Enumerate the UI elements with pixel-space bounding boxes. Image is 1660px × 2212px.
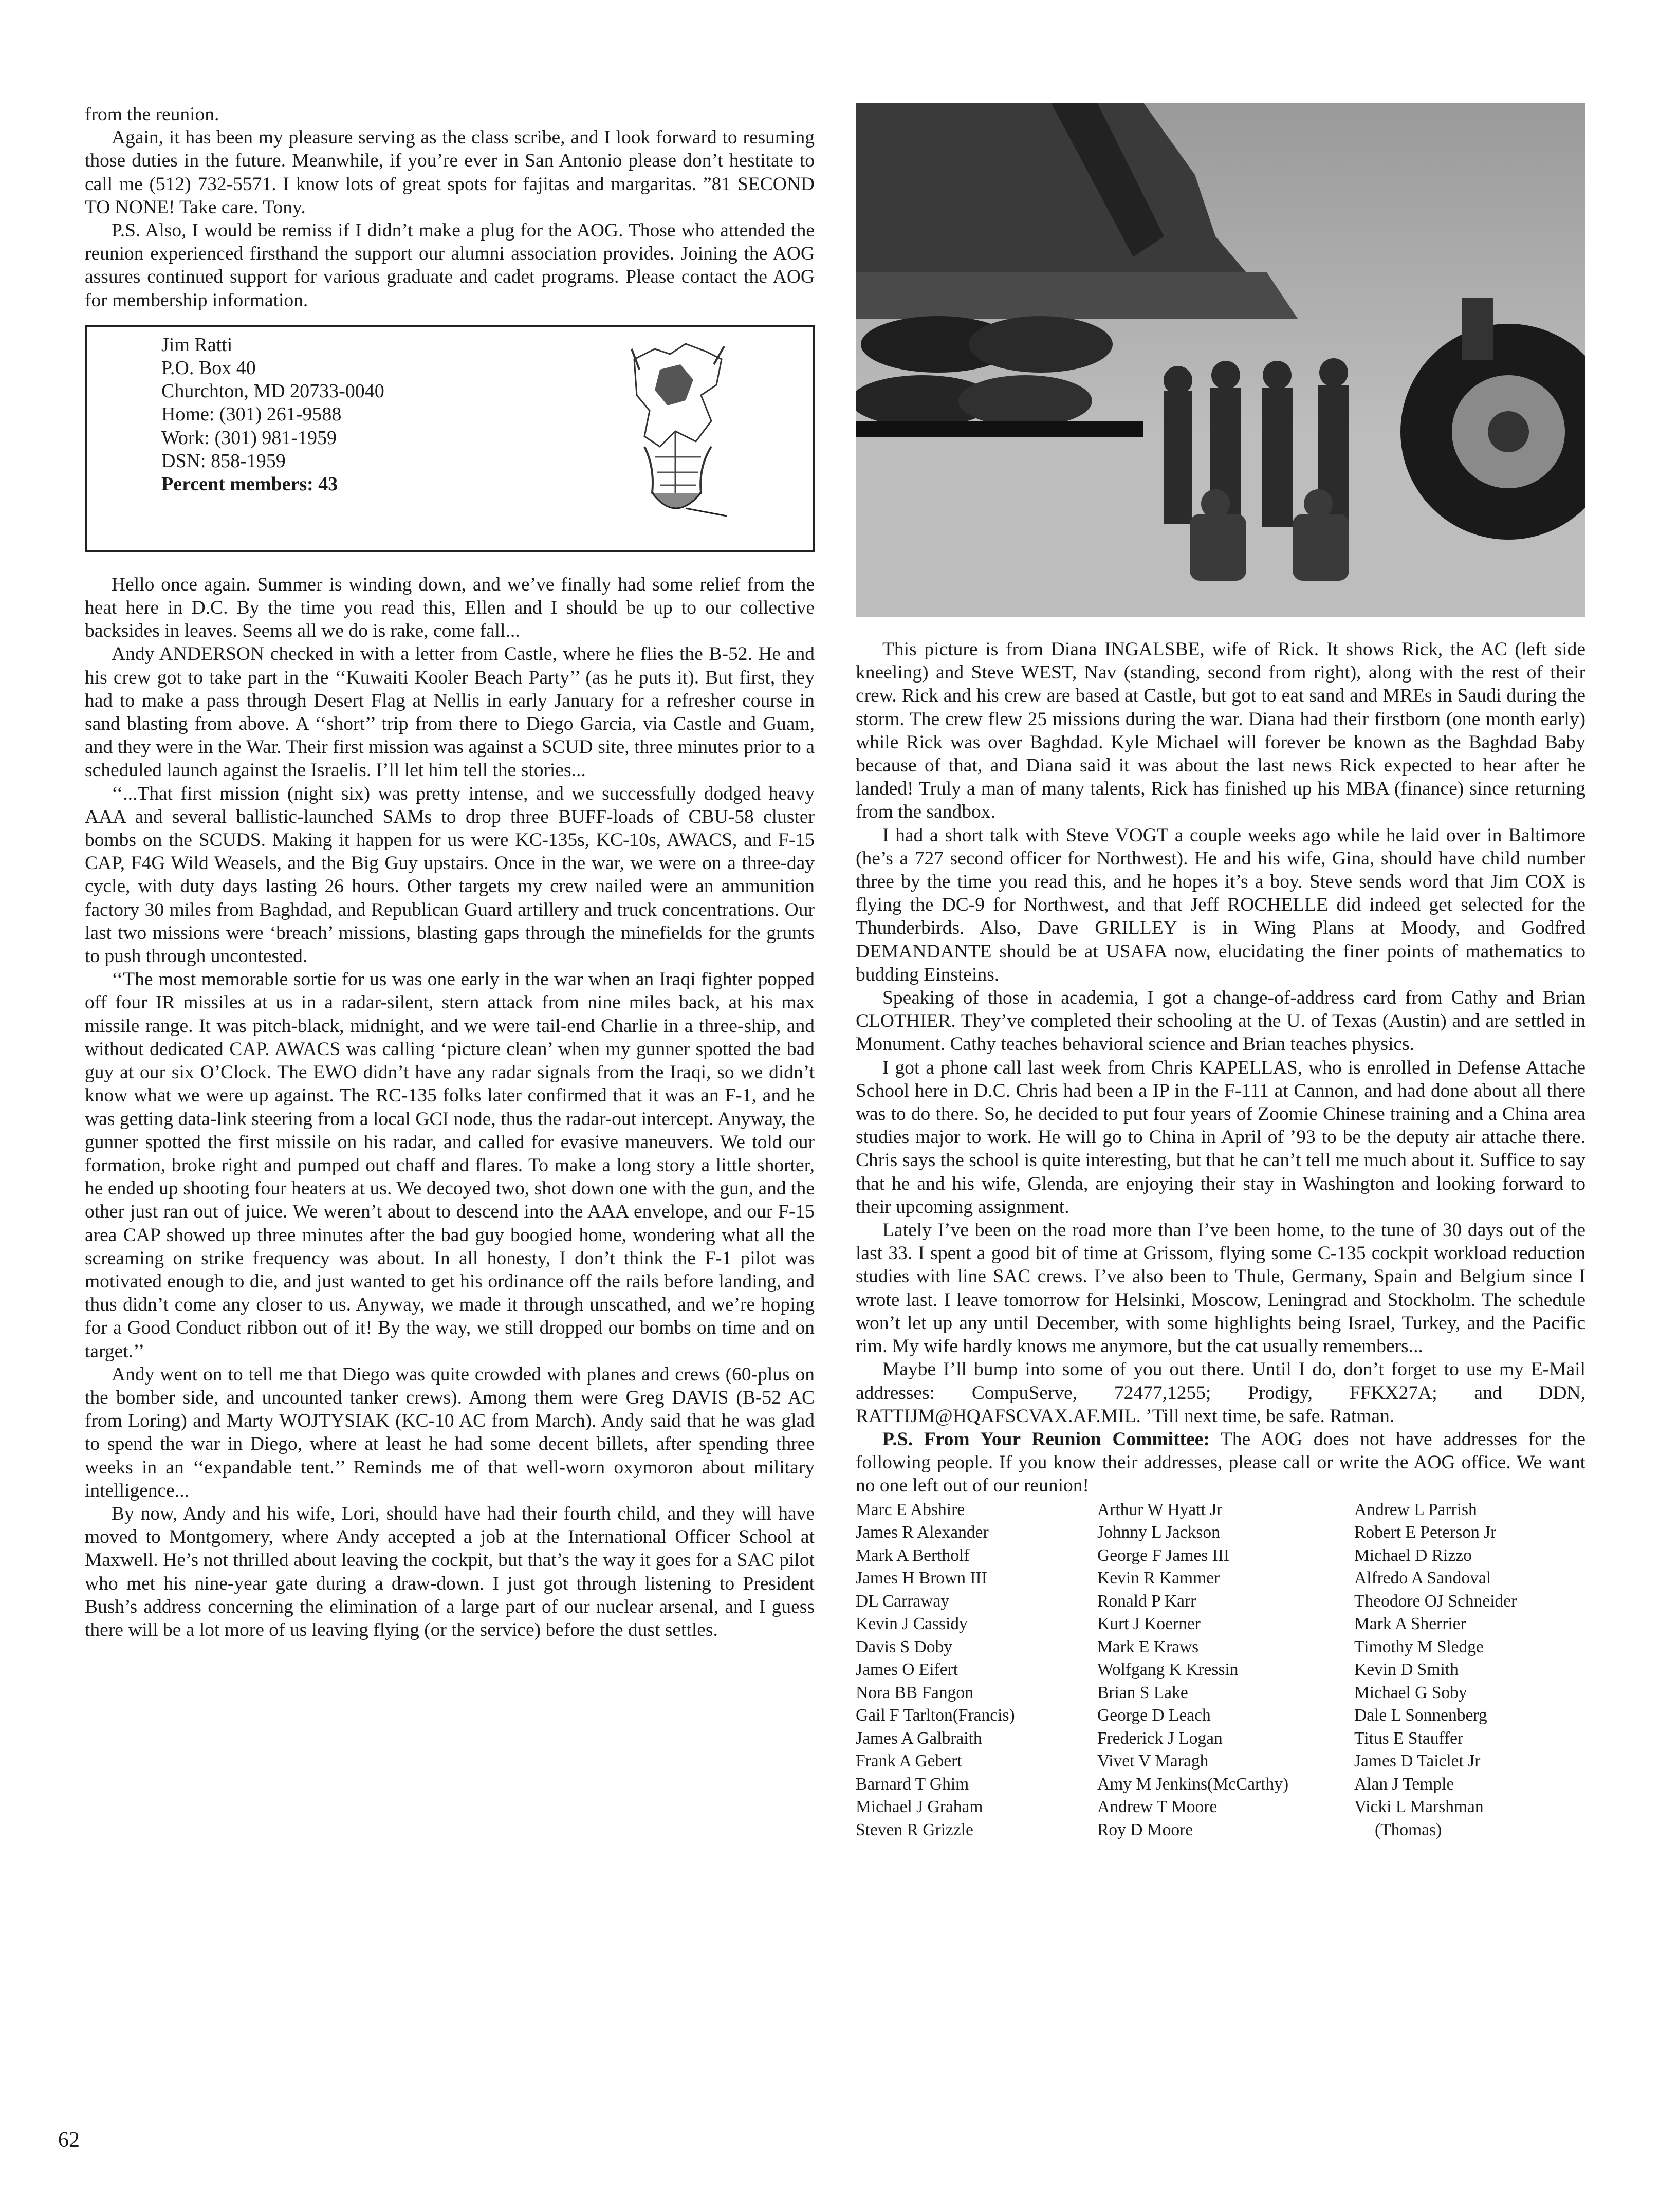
paragraph: P.S. Also, I would be remiss if I didn’t make a plug for the AOG. Those who attended the reunion experienced firsthand the support our alumni association provides. Joining the AOG assures continued support for various graduate and cadet programs. Please contact the AOG for membership information. [85, 220, 815, 311]
name-list-item: Timothy M Sledge [1354, 1637, 1484, 1656]
contact-address: Churchton, MD 20733-0040 [161, 380, 384, 402]
contact-home-phone: Home: (301) 261-9588 [161, 403, 342, 426]
reunion-committee-note [856, 1428, 1585, 1498]
name-list-item: Andrew T Moore [1097, 1797, 1218, 1817]
name-list-item: Michael G Soby [1354, 1683, 1467, 1702]
name-list-item: Amy M Jenkins(McCarthy) [1097, 1774, 1289, 1794]
name-list-item: Frank A Gebert [856, 1752, 962, 1771]
paragraph: Lately I’ve been on the road more than I’ve been home, to the tune of 30 days out of the last 33. I spent a good bit of time at Grissom, flying some C-135 cockpit workload reduction studies with line SAC crews. I’ve also been to Thule, Germany, Spain and Belgium since I wrote last. I leave tomorrow for Helsinki, Moscow, Leningrad and Stockholm. The schedule won’t let up any until December, with some highlights being Israel, Turkey, and the Pacific rim. My wife hardly knows me anymore, but the cat usually remembers... [856, 1220, 1585, 1357]
paragraph: Maybe I’ll bump into some of you out there. Until I do, don’t forget to use my E-Mail addresses: CompuServe, 72477,1255; Prodigy, FFKX27A; and DDN, RATTIJM@HQAFSCVAX.AF.MIL. ’Till next time, be safe. Ratman. [856, 1359, 1585, 1427]
name-list-item: James A Galbraith [856, 1728, 982, 1748]
name-list-item: Marc E Abshire [856, 1500, 965, 1519]
name-list-item: Vicki L Marshman [1354, 1797, 1484, 1817]
page-number: 62 [58, 2128, 80, 2152]
paragraph: Speaking of those in academia, I got a change-of-address card from Cathy and Brian CLOTHIER. They’ve completed their schooling at the U. of Texas (Austin) and are settled in Monument. Cathy teaches behavioral science and Brian teaches physics. [856, 987, 1585, 1055]
name-list-item: Theodore OJ Schneider [1354, 1591, 1517, 1611]
crew-photo [856, 103, 1585, 617]
paragraph: ‘‘...That first mission (night six) was pretty intense, and we successfully dodged heavy AAA and several ballistic-launched SAMs to drop three BUFF-loads of CBU-58 cluster bombs on the SCUDS. Making it happen for us were KC-135s, KC-10s, AWACS, and F-15 CAP, F4G Wild Weasels, and the Big Guy upstairs. Once in the war, we were on a three-day cycle, with duty days lasting 26 hours. Other targets my crew nailed were an ammunition factory 30 miles from Baghdad, and Republican Guard artillery and truck concentrations. Our last two missions were ‘breach’ missions, blasting gaps through the minefields for the grunts to push through uncontested. [85, 783, 815, 967]
contact-address: P.O. Box 40 [161, 357, 256, 379]
paragraph: I got a phone call last week from Chris KAPELLAS, who is enrolled in Defense Attache School here in D.C. Chris had been a IP in the F-111 at Cannon, and had done about all there was to do there. So, he decided to put four years of Zoomie Chinese training and a China area studies major to work. He will go to China in April of ’93 to be the deputy air attache there. Chris says the school is quite interesting, but that he can’t tell me much about it. Suffice to say that he and his wife, Glenda, are enjoying their stay in Washington and looking forward to their upcoming assignment. [856, 1057, 1585, 1218]
name-list-item: Mark A Sherrier [1354, 1614, 1466, 1634]
name-list-item: (Thomas) [1375, 1820, 1442, 1839]
name-list-item: Frederick J Logan [1097, 1728, 1223, 1748]
paragraph: Andy went on to tell me that Diego was quite crowded with planes and crews (60-plus on the bomber side, and uncounted tanker crews). Among them were Greg DAVIS (B-52 AC from Loring) and Marty WOJTYSIAK (KC-10 AC from March). Andy said that he was glad to spend the war in Diego, where at least he had some decent billets, after spending three weeks in an ‘‘expandable tent.’’ Reminds me of that well-worn oxymoron about military intelligence... [85, 1363, 815, 1501]
left-column [85, 103, 815, 1642]
paragraph: I had a short talk with Steve VOGT a couple weeks ago while he laid over in Baltimore (he’s a 727 second officer for Northwest). He and his wife, Gina, should have child number three by the time you read this, and he hopes it’s a boy. Steve sends word that Jim COX is flying the DC-9 for Northwest, and that Jeff ROCHELLE did indeed get selected for the Thunderbirds. Also, Dave GRILLEY is in Wing Plans at Moody, and Godfred DEMANDANTE should be at USAFA now, elucidating the finer points of mathematics to budding Einsteins. [856, 824, 1585, 985]
paragraph: Andy ANDERSON checked in with a letter from Castle, where he flies the B-52. He and his crew got to take part in the ‘‘Kuwaiti Kooler Beach Party’’ (as he puts it). But first, they had to make a pass through Desert Flag at Nellis in early January for a refresher course in sand blasting from above. A ‘‘short’’ trip from there to Diego Garcia, via Castle and Guam, and they were in the War. Their first mission was against a SCUD site, three minutes prior to a scheduled launch against the Israelis. I’ll let him tell the stories... [85, 643, 815, 781]
name-list-item: Andrew L Parrish [1354, 1500, 1477, 1519]
contact-work-phone: Work: (301) 981-1959 [161, 427, 337, 449]
name-list-item: George D Leach [1097, 1706, 1211, 1725]
name-list-item: Roy D Moore [1097, 1820, 1193, 1839]
name-list-item: Kurt J Koerner [1097, 1614, 1201, 1634]
name-list-item: James R Alexander [856, 1523, 989, 1542]
paragraph: from the reunion. [85, 104, 219, 125]
name-list-item: Kevin D Smith [1354, 1660, 1459, 1680]
percent-members: Percent members: 43 [161, 473, 338, 495]
name-list-item: James D Taiclet Jr [1354, 1752, 1481, 1771]
name-list-item: Robert E Peterson Jr [1354, 1523, 1497, 1542]
name-list-item: Wolfgang K Kressin [1097, 1660, 1239, 1680]
paragraph: ‘‘The most memorable sortie for us was one early in the war when an Iraqi fighter popped off four IR missiles at us in a radar-silent, stern attack from nine miles back, at his max missile range. It was pitch-black, midnight, and we were tail-end Charlie in a three-ship, and without dedicated CAP. AWACS was calling ‘picture clean’ when my gunner spotted the bad guy at our six O’Clock. The EWO didn’t have any radar signals from the Iraqi, so we didn’t know what we were up against. The RC-135 folks later confirmed that it was an F-1, and he was getting data-link steering from a local GCI node, thus the radar-out intercept. Anyway, the gunner spotted the first missile on his radar, and called for evasive maneuvers. We told our formation, broke right and pumped out chaff and flares. To make a long story a little shorter, he ended up shooting four heaters at us. We decoyed two, shot down one with the gun, and the other just ran out of juice. We weren’t about to descend into the AAA envelope, and our F-15 area CAP showed up three minutes after the bad guy boogied home, wondering what all the screaming on strike frequency was about. In all honesty, I don’t think the F-1 pilot was motivated enough to die, and just wanted to get his ordinance off the rails before landing, and thus didn’t come any closer to us. Anyway, we made it through unscathed, and we’re hoping for a Good Conduct ribbon out of it! By the way, we still dropped our bombs on time and on target.’’ [85, 969, 815, 1362]
name-list-item: Alan J Temple [1354, 1774, 1454, 1794]
names-column-2 [1097, 1499, 1354, 1842]
name-list-item: George F James III [1097, 1545, 1230, 1565]
paragraph: Again, it has been my pleasure serving as the class scribe, and I look forward to resuming those duties in the future. Meanwhile, if you’re ever in San Antonio please don’t hestitate to call me (512) 732-5571. I know lots of great spots for fajitas and margaritas. ”81 SECOND TO NONE! Take care. Tony. [85, 127, 815, 218]
name-list-item: Barnard T Ghim [856, 1774, 969, 1794]
name-list-item: Brian S Lake [1097, 1683, 1188, 1702]
class-crest-icon [624, 339, 729, 539]
contact-name: Jim Ratti [161, 334, 233, 356]
name-list-item: Dale L Sonnenberg [1354, 1706, 1487, 1725]
name-list-item: Arthur W Hyatt Jr [1097, 1500, 1223, 1519]
paragraph: By now, Andy and his wife, Lori, should have had their fourth child, and they will have moved to Montgomery, where Andy accepted a job at the International Officer School at Maxwell. He’s not thrilled about leaving the cockpit, but that’s the way it goes for a SAC pilot who met his nine-year gate during a draw-down. I just got through listening to President Bush’s address concerning the elimination of a large part of our nuclear arsenal, and I guess there will be a lot more of us leaving flying (or the service) before the dust settles. [85, 1503, 815, 1640]
contact-dsn: DSN: 858-1959 [161, 450, 286, 472]
ps-label: P.S. From Your Reunion Committee: [882, 1428, 1210, 1450]
name-list-item: Kevin R Kammer [1097, 1569, 1220, 1588]
name-list-item: Michael D Rizzo [1354, 1545, 1472, 1565]
name-list-item: Alfredo A Sandoval [1354, 1569, 1491, 1588]
contact-box [85, 325, 815, 552]
paragraph: Hello once again. Summer is winding down, and we’ve finally had some relief from the heat here in D.C. By the time you read this, Ellen and I should be up to our collective backsides in leaves. Seems all we do is rake, come fall... [85, 574, 815, 642]
name-list-item: Davis S Doby [856, 1637, 952, 1656]
right-column [856, 103, 1585, 1841]
name-list-item: Steven R Grizzle [856, 1820, 973, 1839]
name-list-item: Gail F Tarlton(Francis) [856, 1706, 1015, 1725]
name-list-item: Titus E Stauffer [1354, 1728, 1464, 1748]
name-list-item: Michael J Graham [856, 1797, 983, 1817]
name-list-item: James H Brown III [856, 1569, 987, 1588]
name-list-item: James O Eifert [856, 1660, 958, 1680]
name-list-item: Ronald P Karr [1097, 1591, 1196, 1611]
missing-addresses-list [856, 1499, 1585, 1842]
photo-caption: This picture is from Diana INGALSBE, wife of Rick. It shows Rick, the AC (left side kneeling) and Steve WEST, Nav (standing, second from right), along with the rest of their crew. Rick and his crew are based at Castle, but got to eat sand and MREs in Saudi during the storm. The crew flew 25 missions during the war. Diana had their firstborn (one month early) while Rick was over Baghdad. Kyle Michael will forever be known as the Baghdad Baby because of that, and Diana said it was about the last news Rick expected to hear after he landed! Truly a man of many talents, Rick has finished up his MBA (finance) since returning from the sandbox. [856, 639, 1585, 823]
names-column-3 [1354, 1499, 1585, 1842]
name-list-item: Kevin J Cassidy [856, 1614, 968, 1634]
names-column-1 [856, 1499, 1097, 1842]
name-list-item: DL Carraway [856, 1591, 949, 1611]
name-list-item: Mark A Bertholf [856, 1545, 970, 1565]
name-list-item: Vivet V Maragh [1097, 1752, 1209, 1771]
name-list-item: Johnny L Jackson [1097, 1523, 1220, 1542]
name-list-item: Nora BB Fangon [856, 1683, 973, 1702]
name-list-item: Mark E Kraws [1097, 1637, 1199, 1656]
ps-text: The AOG does not have addresses for the following people. If you know their addresses, please call or write the AOG office. We want no one left out of our reunion! [856, 1428, 1585, 1497]
